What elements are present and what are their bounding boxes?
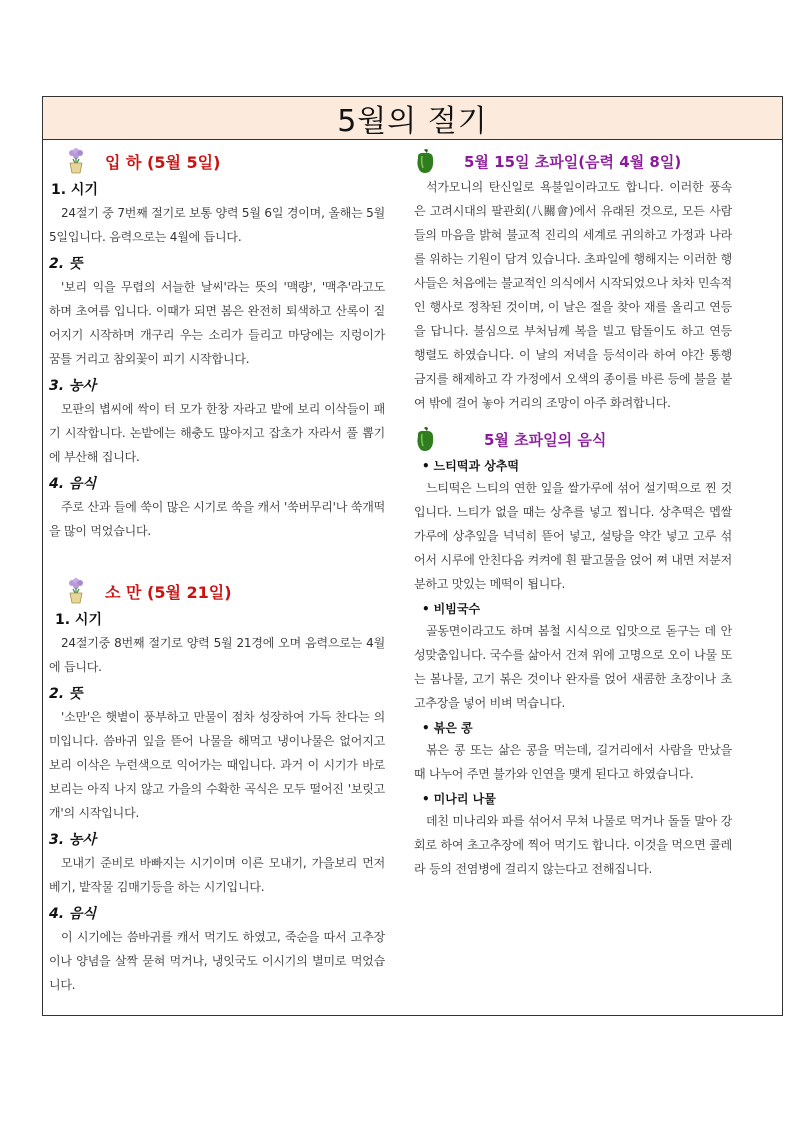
flower-pot-icon: [65, 578, 87, 604]
food-item-text: 골동면이라고도 하며 봄철 시식으로 입맛으로 돋구는 데 안성맞춤입니다. 국수를 삶아서 건져 위에 고명으로 오이 나물 또는 봄나물, 고기 볶은 것이나 완자를 얹어 새콤한 초장이나 초고추장을 넣어 비벼 먹습니다.: [414, 624, 732, 710]
ipha-s1-text: 24절기 중 7번째 절기로 보통 양력 5월 6일 경이며, 올해는 5월 5일입니다. 음력으로는 4월에 듭니다.: [49, 206, 385, 244]
soman-heading: [49, 577, 385, 605]
food-item-text: 볶은 콩 또는 삶은 콩을 먹는데, 길거리에서 사람을 만났을 때 나누어 주면 불가와 인연을 맺게 된다고 하였습니다.: [414, 743, 732, 781]
ipha-s3-text: 모판의 볍씨에 싹이 터 모가 한창 자라고 밭에 보리 이삭들이 패기 시작합니다. 논밭에는 해충도 많아지고 잡초가 자라서 풀 뽑기에 부산해 집니다.: [49, 402, 385, 464]
chopail-title: 5월 15일 초파일(음력 4월 8일): [464, 152, 682, 171]
left-column: [49, 147, 385, 1001]
food-item-text: 데친 미나리와 파를 섞어서 무쳐 나물로 먹거나 돌돌 말아 강회로 하여 초고추장에 찍어 먹기도 합니다. 이것을 먹으면 콜레라 등의 전염병에 걸리지 않는다고 전해집니다.: [414, 814, 732, 876]
ipha-s1-label: 1. 시기: [51, 182, 98, 198]
ipha-heading: [49, 147, 385, 175]
page-title: 5월의 절기: [337, 104, 488, 139]
food-item-title: • 볶은 콩: [422, 719, 732, 736]
soman-s3-label: 3. 농사: [49, 832, 96, 848]
soman-s4-text: 이 시기에는 씀바귀를 캐서 먹기도 하였고, 죽순을 따서 고추장이나 양념을 살짝 묻혀 먹거나, 냉잇국도 이시기의 별미로 먹었습니다.: [49, 930, 385, 992]
ipha-s4-label: 4. 음식: [49, 476, 96, 492]
chopail-heading: [414, 147, 732, 175]
title-bar: [43, 97, 782, 140]
soman-s3-text: 모내기 준비로 바빠지는 시기이며 이른 모내기, 가을보리 먼저 베기, 밭작물 김매기등을 하는 시기입니다.: [49, 856, 385, 894]
food-item-text: 느티떡은 느티의 연한 잎을 쌀가루에 섞어 설기떡으로 찐 것입니다. 느티가 없을 때는 상추를 넣고 찝니다. 상추떡은 멥쌀가루에 상추잎을 넉넉히 뜯어 넣고, 설탕을 약간 넣고 고루 섞어서 시루에 안친다음 켜켜에 흰 팥고물을 얹어 쪄 내면 저분저분하고 맛있는 메떡이 됩니다.: [414, 481, 732, 591]
soman-s1-label: 1. 시기: [55, 612, 102, 628]
soman-s2-text: '소만'은 햇볕이 풍부하고 만물이 점차 성장하여 가득 찬다는 의미입니다. 씀바귀 잎을 뜯어 나물을 해먹고 냉이나물은 없어지고 보리 이삭은 누런색으로 익어가는 때입니다. 과거 이 시기가 바로 보리는 아직 나지 않고 가을의 수확한 곡식은 모두 떨어진 '보릿고개'의 시작입니다.: [49, 710, 385, 820]
food-heading: [414, 425, 732, 453]
soman-title: 소 만 (5월 21일): [105, 582, 232, 602]
ipha-s2-text: '보리 익을 무렵의 서늘한 날씨'라는 뜻의 '맥량', '맥추'라고도 하며 초여름 입니다. 이때가 되면 봄은 완전히 퇴색하고 산록이 짙어지기 시작하며 개구리 우는 소리가 들리고 마당에는 지렁이가 꿈틀 거리고 참외꽃이 피기 시작합니다.: [49, 280, 385, 366]
soman-s1-text: 24절기중 8번째 절기로 양력 5월 21경에 오며 음력으로는 4월에 듭니다.: [49, 636, 385, 674]
green-pepper-icon: [414, 426, 436, 452]
right-column: [414, 147, 732, 885]
food-item-title: • 비빔국수: [422, 600, 732, 617]
ipha-title: 입 하 (5월 5일): [105, 152, 221, 172]
green-pepper-icon: [414, 148, 436, 174]
ipha-s3-label: 3. 농사: [49, 378, 96, 394]
ipha-s2-label: 2. 뜻: [49, 256, 83, 272]
food-title: 5월 초파일의 음식: [484, 430, 607, 449]
soman-s2-label: 2. 뜻: [49, 686, 83, 702]
ipha-s4-text: 주로 산과 들에 쑥이 많은 시기로 쑥을 캐서 '쑥버무리'나 쑥개떡을 많이 먹었습니다.: [49, 500, 385, 538]
soman-s4-label: 4. 음식: [49, 906, 96, 922]
chopail-text: 석가모니의 탄신일로 욕불일이라고도 합니다. 이러한 풍속은 고려시대의 팔관회(八關會)에서 유래된 것으로, 모든 사람들의 마음을 밝혀 불교적 진리의 세계로 귀의하고 가정과 나라를 위하는 기원이 담겨 있습니다. 초파일에 행해지는 이러한 행사들은 처음에는 불교적인 의식에서 시작되었으나 차차 민속적인 행사로 정착된 것이며, 이 날은 절을 찾아 재를 올리고 연등을 답니다. 불심으로 부처님께 복을 빌고 탑돌이도 하고 연등 행렬도 하였습니다. 이 날의 저녁을 등석이라 하여 야간 통행 금지를 해제하고 각 가정에서 오색의 종이를 바른 등에 불을 붙여 밖에 걸어 놓아 거리의 조망이 아주 화려합니다.: [414, 180, 732, 410]
food-item-title: • 미나리 나물: [422, 790, 732, 807]
flower-pot-icon: [65, 148, 87, 174]
page-frame: [42, 96, 783, 1016]
food-item-title: • 느티떡과 상추떡: [422, 457, 732, 474]
